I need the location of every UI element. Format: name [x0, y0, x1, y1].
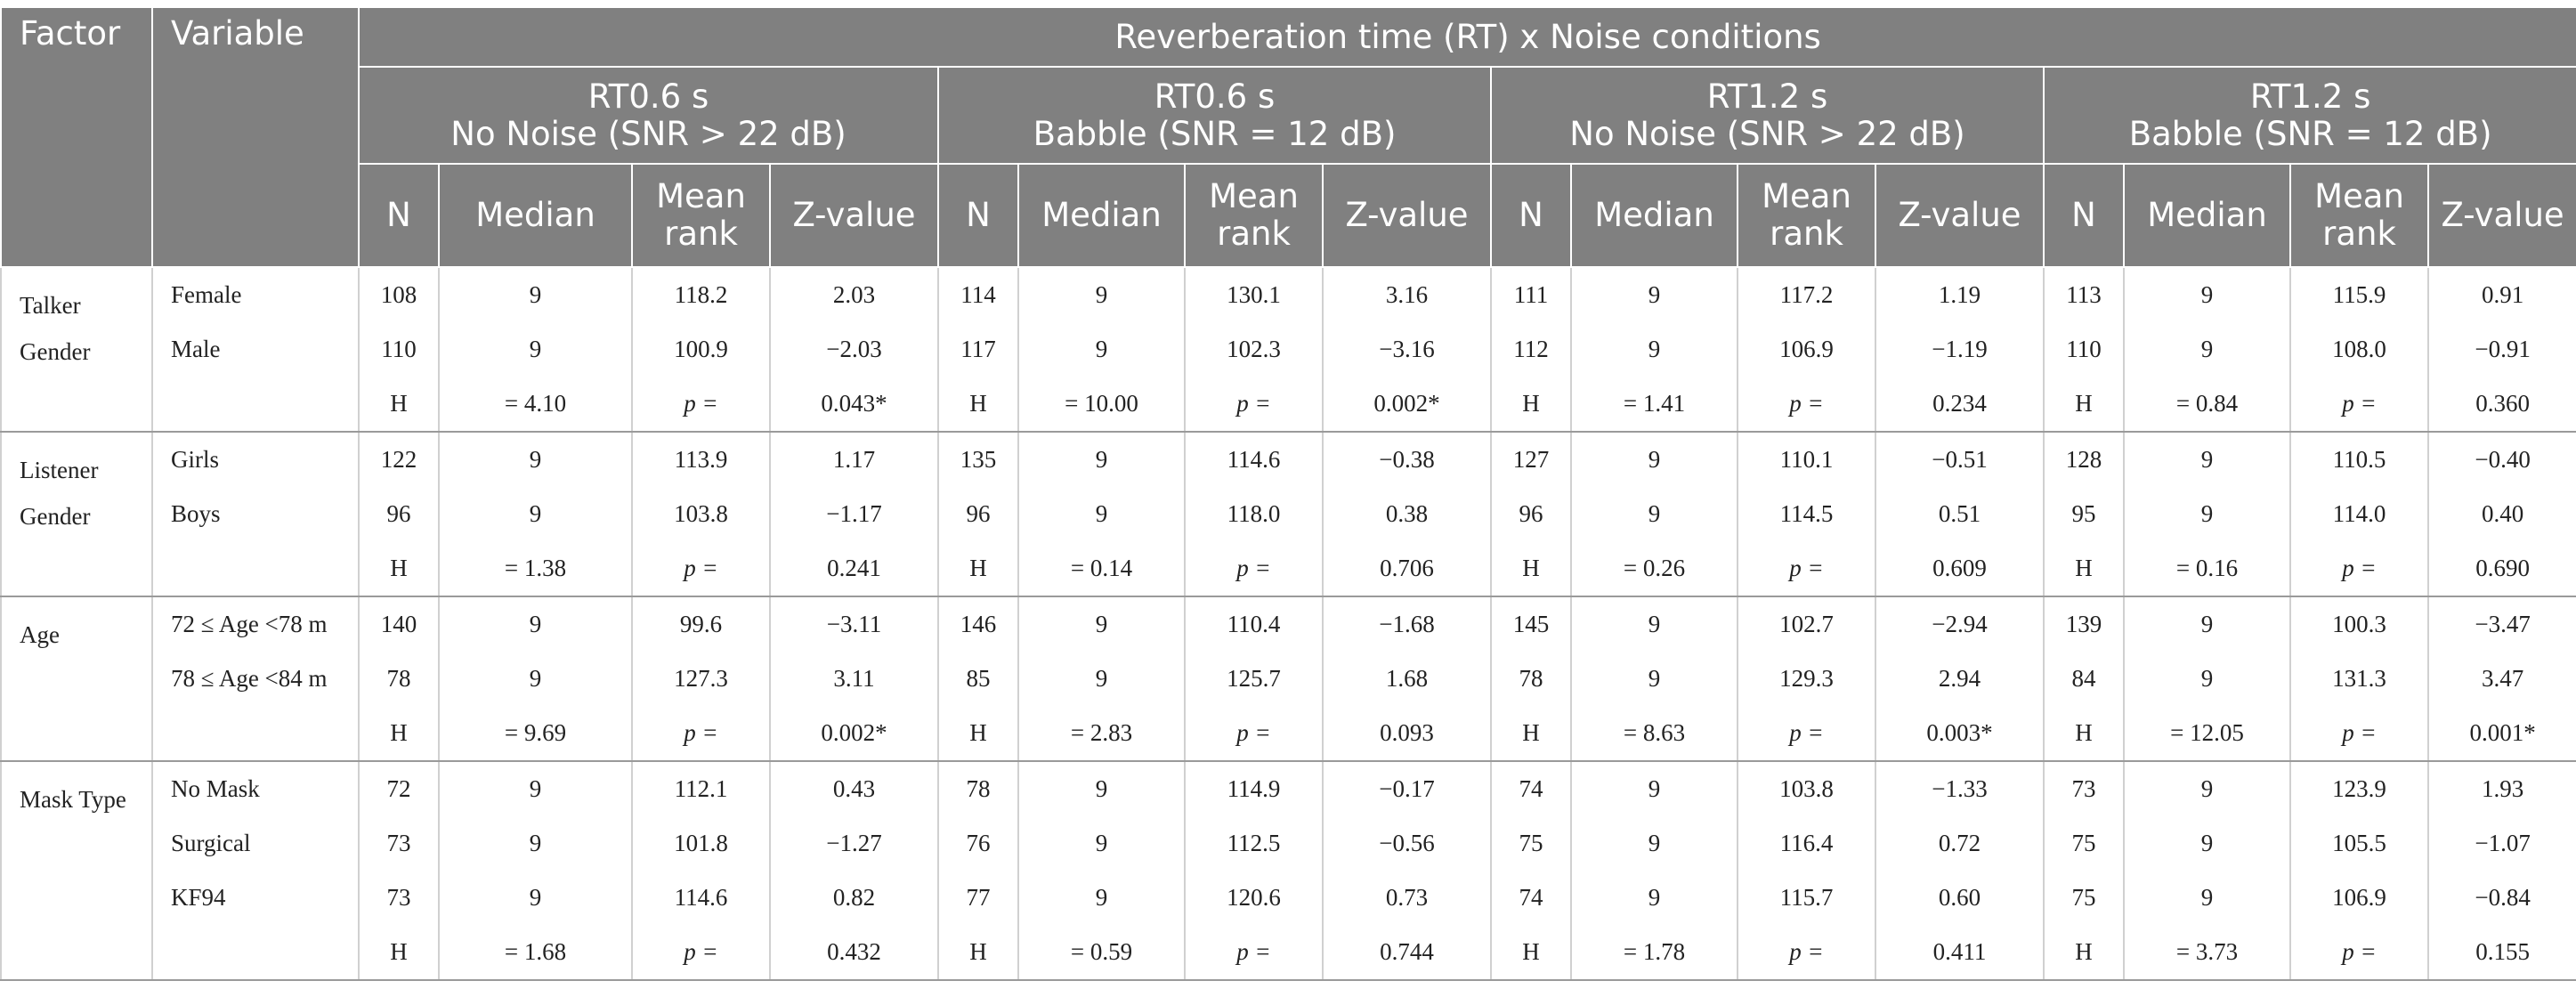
mean-rank-cell: 116.4: [1738, 816, 1875, 871]
p-label-text: p =: [1236, 938, 1271, 965]
p-value: 0.002*: [1323, 377, 1491, 432]
median-cell: 9: [1571, 432, 1738, 487]
factor-cell: Talker Gender: [1, 267, 152, 432]
n-cell: 75: [2044, 871, 2124, 925]
mean-rank-cell: 110.4: [1185, 596, 1323, 652]
n-cell: 128: [2044, 432, 2124, 487]
mean-rank-cell: 110.1: [1738, 432, 1875, 487]
p-value: 0.690: [2428, 541, 2576, 596]
mean-rank-cell: 118.0: [1185, 487, 1323, 541]
factor-cell: Age: [1, 596, 152, 761]
n-cell: 139: [2044, 596, 2124, 652]
p-label-text: p =: [1789, 390, 1824, 417]
variable-cell: [152, 706, 359, 761]
test-statistic-value: = 8.63: [1571, 706, 1738, 761]
mean-rank-cell: 130.1: [1185, 267, 1323, 322]
mean-rank-cell: 102.3: [1185, 322, 1323, 377]
n-cell: 74: [1491, 871, 1571, 925]
header-condition: [2044, 67, 2576, 164]
test-statistic-value: = 1.78: [1571, 925, 1738, 980]
test-statistic-value: = 10.00: [1018, 377, 1185, 432]
mean-rank-cell: 100.3: [2290, 596, 2428, 652]
test-statistic-label: H: [359, 925, 439, 980]
condition-rt: RT0.6 s: [587, 77, 709, 116]
header-z-value: Z-value: [770, 164, 938, 267]
z-value-cell: −1.33: [1875, 761, 2044, 816]
z-value-cell: 0.91: [2428, 267, 2576, 322]
n-cell: 146: [938, 596, 1018, 652]
p-label: [1738, 706, 1875, 761]
p-label-text: p =: [684, 938, 718, 965]
p-label: [1738, 377, 1875, 432]
mean-rank-cell: 127.3: [632, 652, 770, 706]
header-mean-rank: Mean rank: [632, 164, 770, 267]
z-value-cell: −2.94: [1875, 596, 2044, 652]
mean-rank-cell: 100.9: [632, 322, 770, 377]
p-label: [1738, 541, 1875, 596]
test-statistic-value: = 1.41: [1571, 377, 1738, 432]
table-row: [1, 432, 2576, 487]
condition-noise: Babble (SNR = 12 dB): [2128, 114, 2492, 153]
mean-rank-cell: 125.7: [1185, 652, 1323, 706]
variable-cell: [152, 925, 359, 980]
p-label-text: p =: [1789, 555, 1824, 581]
table-row: [1, 487, 2576, 541]
n-cell: 76: [938, 816, 1018, 871]
n-cell: 73: [2044, 761, 2124, 816]
z-value-cell: −1.17: [770, 487, 938, 541]
p-label: [1185, 925, 1323, 980]
n-cell: 145: [1491, 596, 1571, 652]
header-median: Median: [439, 164, 632, 267]
header-z-value: Z-value: [2428, 164, 2576, 267]
n-cell: 96: [359, 487, 439, 541]
header-subcolumns-row: [1, 164, 2576, 267]
median-cell: 9: [1571, 267, 1738, 322]
table-row: [1, 322, 2576, 377]
header-condition: [938, 67, 1491, 164]
mean-rank-cell: 114.0: [2290, 487, 2428, 541]
p-value: 0.241: [770, 541, 938, 596]
p-label-text: p =: [1236, 555, 1271, 581]
median-cell: 9: [439, 761, 632, 816]
p-label: [1185, 377, 1323, 432]
median-cell: 9: [1018, 761, 1185, 816]
test-statistic-label: H: [2044, 377, 2124, 432]
n-cell: 110: [359, 322, 439, 377]
test-statistic-label: H: [938, 377, 1018, 432]
test-statistic-value: = 0.59: [1018, 925, 1185, 980]
p-value: 0.234: [1875, 377, 2044, 432]
n-cell: 85: [938, 652, 1018, 706]
median-cell: 9: [439, 816, 632, 871]
mean-rank-cell: 131.3: [2290, 652, 2428, 706]
p-value: 0.043*: [770, 377, 938, 432]
header-median: Median: [2124, 164, 2290, 267]
factor-cell: Mask Type: [1, 761, 152, 980]
z-value-cell: 0.51: [1875, 487, 2044, 541]
median-cell: 9: [1571, 487, 1738, 541]
table-row: [1, 541, 2576, 596]
test-statistic-value: = 0.26: [1571, 541, 1738, 596]
n-cell: 113: [2044, 267, 2124, 322]
median-cell: 9: [2124, 761, 2290, 816]
n-cell: 74: [1491, 761, 1571, 816]
median-cell: 9: [2124, 652, 2290, 706]
median-cell: 9: [1571, 761, 1738, 816]
z-value-cell: 0.82: [770, 871, 938, 925]
results-table: [0, 6, 2576, 981]
z-value-cell: −0.38: [1323, 432, 1491, 487]
n-cell: 72: [359, 761, 439, 816]
n-cell: 135: [938, 432, 1018, 487]
test-statistic-label: H: [938, 925, 1018, 980]
test-statistic-value: = 1.68: [439, 925, 632, 980]
median-cell: 9: [439, 487, 632, 541]
mean-rank-cell: 112.1: [632, 761, 770, 816]
mean-rank-cell: 129.3: [1738, 652, 1875, 706]
mean-rank-cell: 120.6: [1185, 871, 1323, 925]
condition-noise: No Noise (SNR > 22 dB): [1569, 114, 1965, 153]
p-value: 0.155: [2428, 925, 2576, 980]
p-value: 0.609: [1875, 541, 2044, 596]
median-cell: 9: [1018, 871, 1185, 925]
header-condition: [1491, 67, 2044, 164]
mean-rank-cell: 101.8: [632, 816, 770, 871]
table-row: [1, 925, 2576, 980]
variable-cell: No Mask: [152, 761, 359, 816]
variable-cell: 78 ≤ Age <84 m: [152, 652, 359, 706]
p-label-text: p =: [2342, 719, 2377, 746]
table-row: [1, 706, 2576, 761]
mean-rank-cell: 114.6: [1185, 432, 1323, 487]
n-cell: 73: [359, 816, 439, 871]
header-n: N: [2044, 164, 2124, 267]
n-cell: 78: [359, 652, 439, 706]
z-value-cell: −0.17: [1323, 761, 1491, 816]
mean-rank-cell: 114.6: [632, 871, 770, 925]
n-cell: 140: [359, 596, 439, 652]
z-value-cell: −3.16: [1323, 322, 1491, 377]
header-mean-rank: Mean rank: [2290, 164, 2428, 267]
header-z-value: Z-value: [1323, 164, 1491, 267]
z-value-cell: 3.11: [770, 652, 938, 706]
p-value: 0.432: [770, 925, 938, 980]
header-n: N: [938, 164, 1018, 267]
p-label-text: p =: [684, 555, 718, 581]
variable-cell: [152, 541, 359, 596]
variable-cell: Male: [152, 322, 359, 377]
median-cell: 9: [439, 322, 632, 377]
n-cell: 75: [2044, 816, 2124, 871]
n-cell: 110: [2044, 322, 2124, 377]
mean-rank-cell: 102.7: [1738, 596, 1875, 652]
n-cell: 75: [1491, 816, 1571, 871]
median-cell: 9: [2124, 267, 2290, 322]
condition-noise: Babble (SNR = 12 dB): [1033, 114, 1397, 153]
median-cell: 9: [2124, 487, 2290, 541]
p-label: [1738, 925, 1875, 980]
p-label: [2290, 706, 2428, 761]
test-statistic-label: H: [359, 706, 439, 761]
median-cell: 9: [2124, 596, 2290, 652]
p-label-text: p =: [684, 719, 718, 746]
median-cell: 9: [1018, 487, 1185, 541]
condition-rt: RT0.6 s: [1154, 77, 1276, 116]
p-label: [632, 541, 770, 596]
test-statistic-label: H: [938, 541, 1018, 596]
z-value-cell: −0.40: [2428, 432, 2576, 487]
median-cell: 9: [1571, 322, 1738, 377]
test-statistic-value: = 0.16: [2124, 541, 2290, 596]
mean-rank-cell: 115.9: [2290, 267, 2428, 322]
mean-rank-cell: 114.9: [1185, 761, 1323, 816]
test-statistic-label: H: [1491, 541, 1571, 596]
z-value-cell: 1.93: [2428, 761, 2576, 816]
n-cell: 84: [2044, 652, 2124, 706]
median-cell: 9: [1018, 816, 1185, 871]
n-cell: 122: [359, 432, 439, 487]
p-label: [632, 925, 770, 980]
variable-cell: Surgical: [152, 816, 359, 871]
z-value-cell: 1.68: [1323, 652, 1491, 706]
test-statistic-value: = 3.73: [2124, 925, 2290, 980]
p-label: [1185, 706, 1323, 761]
median-cell: 9: [1571, 596, 1738, 652]
p-label: [2290, 925, 2428, 980]
mean-rank-cell: 103.8: [1738, 761, 1875, 816]
variable-cell: [152, 377, 359, 432]
z-value-cell: 3.16: [1323, 267, 1491, 322]
z-value-cell: 0.60: [1875, 871, 2044, 925]
mean-rank-cell: 117.2: [1738, 267, 1875, 322]
n-cell: 95: [2044, 487, 2124, 541]
n-cell: 117: [938, 322, 1018, 377]
median-cell: 9: [1018, 596, 1185, 652]
z-value-cell: −0.84: [2428, 871, 2576, 925]
table-row: [1, 377, 2576, 432]
z-value-cell: −0.56: [1323, 816, 1491, 871]
table-row: [1, 652, 2576, 706]
median-cell: 9: [1018, 322, 1185, 377]
header-median: Median: [1571, 164, 1738, 267]
mean-rank-cell: 110.5: [2290, 432, 2428, 487]
header-n: N: [359, 164, 439, 267]
p-value: 0.744: [1323, 925, 1491, 980]
variable-cell: KF94: [152, 871, 359, 925]
median-cell: 9: [439, 871, 632, 925]
table-header: [1, 7, 2576, 267]
table-row: [1, 816, 2576, 871]
test-statistic-value: = 0.84: [2124, 377, 2290, 432]
condition-noise: No Noise (SNR > 22 dB): [450, 114, 847, 153]
n-cell: 114: [938, 267, 1018, 322]
n-cell: 78: [1491, 652, 1571, 706]
n-cell: 111: [1491, 267, 1571, 322]
n-cell: 96: [1491, 487, 1571, 541]
p-label-text: p =: [1789, 938, 1824, 965]
test-statistic-value: = 0.14: [1018, 541, 1185, 596]
test-statistic-value: = 4.10: [439, 377, 632, 432]
condition-rt: RT1.2 s: [2249, 77, 2371, 116]
p-value: 0.360: [2428, 377, 2576, 432]
p-label-text: p =: [1236, 390, 1271, 417]
z-value-cell: −3.47: [2428, 596, 2576, 652]
test-statistic-value: = 12.05: [2124, 706, 2290, 761]
z-value-cell: −1.19: [1875, 322, 2044, 377]
test-statistic-value: = 1.38: [439, 541, 632, 596]
test-statistic-label: H: [938, 706, 1018, 761]
variable-cell: Female: [152, 267, 359, 322]
p-label-text: p =: [2342, 555, 2377, 581]
header-variable: Variable: [152, 7, 359, 267]
z-value-cell: 0.43: [770, 761, 938, 816]
z-value-cell: −3.11: [770, 596, 938, 652]
header-z-value: Z-value: [1875, 164, 2044, 267]
test-statistic-label: H: [1491, 377, 1571, 432]
table-row: [1, 596, 2576, 652]
mean-rank-cell: 103.8: [632, 487, 770, 541]
z-value-cell: −0.91: [2428, 322, 2576, 377]
test-statistic-label: H: [1491, 706, 1571, 761]
median-cell: 9: [1571, 816, 1738, 871]
z-value-cell: 1.19: [1875, 267, 2044, 322]
z-value-cell: −1.27: [770, 816, 938, 871]
mean-rank-cell: 118.2: [632, 267, 770, 322]
test-statistic-label: H: [359, 377, 439, 432]
variable-cell: Boys: [152, 487, 359, 541]
header-span-title: Reverberation time (RT) x Noise conditions: [359, 7, 2576, 67]
z-value-cell: 0.38: [1323, 487, 1491, 541]
header-condition: [359, 67, 938, 164]
p-label-text: p =: [1236, 719, 1271, 746]
variable-cell: Girls: [152, 432, 359, 487]
test-statistic-label: H: [2044, 925, 2124, 980]
mean-rank-cell: 99.6: [632, 596, 770, 652]
variable-cell: 72 ≤ Age <78 m: [152, 596, 359, 652]
median-cell: 9: [439, 596, 632, 652]
median-cell: 9: [2124, 432, 2290, 487]
median-cell: 9: [439, 652, 632, 706]
p-label-text: p =: [2342, 938, 2377, 965]
test-statistic-value: = 9.69: [439, 706, 632, 761]
test-statistic-value: = 2.83: [1018, 706, 1185, 761]
median-cell: 9: [1018, 432, 1185, 487]
test-statistic-label: H: [2044, 706, 2124, 761]
n-cell: 108: [359, 267, 439, 322]
n-cell: 127: [1491, 432, 1571, 487]
z-value-cell: −1.07: [2428, 816, 2576, 871]
z-value-cell: 2.03: [770, 267, 938, 322]
test-statistic-label: H: [359, 541, 439, 596]
table-row: [1, 871, 2576, 925]
p-value: 0.001*: [2428, 706, 2576, 761]
z-value-cell: 1.17: [770, 432, 938, 487]
n-cell: 112: [1491, 322, 1571, 377]
factor-cell: Listener Gender: [1, 432, 152, 596]
median-cell: 9: [2124, 871, 2290, 925]
p-label: [632, 706, 770, 761]
n-cell: 78: [938, 761, 1018, 816]
p-label-text: p =: [1789, 719, 1824, 746]
mean-rank-cell: 115.7: [1738, 871, 1875, 925]
header-median: Median: [1018, 164, 1185, 267]
median-cell: 9: [1571, 871, 1738, 925]
z-value-cell: 0.40: [2428, 487, 2576, 541]
header-mean-rank: Mean rank: [1738, 164, 1875, 267]
table-body: [1, 267, 2576, 980]
table-row: [1, 267, 2576, 322]
header-n: N: [1491, 164, 1571, 267]
mean-rank-cell: 106.9: [1738, 322, 1875, 377]
z-value-cell: 0.72: [1875, 816, 2044, 871]
z-value-cell: 2.94: [1875, 652, 2044, 706]
n-cell: 96: [938, 487, 1018, 541]
z-value-cell: 0.73: [1323, 871, 1491, 925]
z-value-cell: −2.03: [770, 322, 938, 377]
p-value: 0.411: [1875, 925, 2044, 980]
mean-rank-cell: 113.9: [632, 432, 770, 487]
p-value: 0.093: [1323, 706, 1491, 761]
header-mean-rank: Mean rank: [1185, 164, 1323, 267]
mean-rank-cell: 106.9: [2290, 871, 2428, 925]
p-label: [2290, 377, 2428, 432]
mean-rank-cell: 108.0: [2290, 322, 2428, 377]
n-cell: 73: [359, 871, 439, 925]
z-value-cell: 3.47: [2428, 652, 2576, 706]
table-row: [1, 761, 2576, 816]
median-cell: 9: [1571, 652, 1738, 706]
median-cell: 9: [1018, 267, 1185, 322]
p-value: 0.003*: [1875, 706, 2044, 761]
z-value-cell: −1.68: [1323, 596, 1491, 652]
mean-rank-cell: 105.5: [2290, 816, 2428, 871]
header-factor: Factor: [1, 7, 152, 267]
mean-rank-cell: 112.5: [1185, 816, 1323, 871]
p-label-text: p =: [684, 390, 718, 417]
condition-rt: RT1.2 s: [1706, 77, 1828, 116]
median-cell: 9: [439, 267, 632, 322]
n-cell: 77: [938, 871, 1018, 925]
p-label: [632, 377, 770, 432]
p-label: [2290, 541, 2428, 596]
median-cell: 9: [2124, 322, 2290, 377]
median-cell: 9: [439, 432, 632, 487]
p-value: 0.002*: [770, 706, 938, 761]
median-cell: 9: [1018, 652, 1185, 706]
p-label-text: p =: [2342, 390, 2377, 417]
mean-rank-cell: 114.5: [1738, 487, 1875, 541]
median-cell: 9: [2124, 816, 2290, 871]
test-statistic-label: H: [2044, 541, 2124, 596]
header-conditions-row: [1, 67, 2576, 164]
p-value: 0.706: [1323, 541, 1491, 596]
test-statistic-label: H: [1491, 925, 1571, 980]
mean-rank-cell: 123.9: [2290, 761, 2428, 816]
z-value-cell: −0.51: [1875, 432, 2044, 487]
p-label: [1185, 541, 1323, 596]
